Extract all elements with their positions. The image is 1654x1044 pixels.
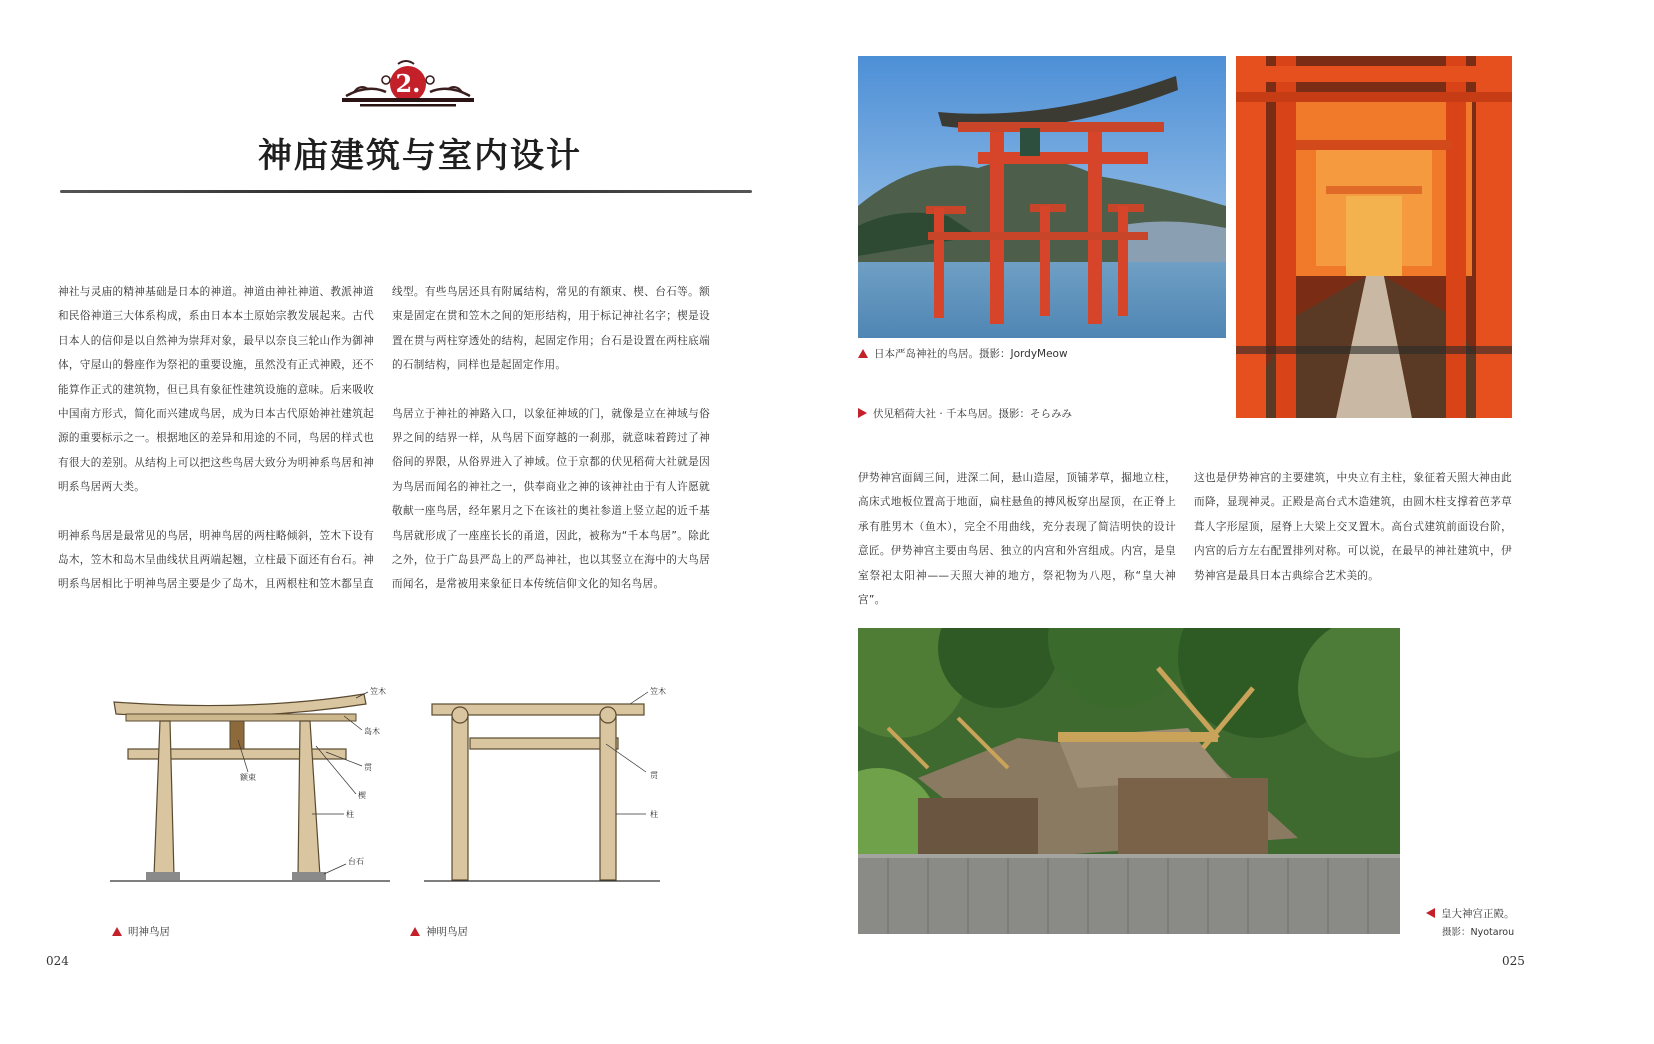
daiishi-stone bbox=[292, 872, 326, 880]
right-column-2 bbox=[1194, 466, 1512, 588]
caption-fushimi: 伏见稻荷大社 · 千本鸟居。摄影：そらみみ bbox=[858, 406, 1072, 421]
label-nuki: 贯 bbox=[650, 771, 658, 780]
page-title: 神庙建筑与室内设计 bbox=[258, 136, 582, 176]
daiishi-stone bbox=[146, 872, 180, 880]
label-nuki: 贯 bbox=[364, 763, 372, 772]
gakuzuka-plaque bbox=[230, 721, 244, 749]
photo-fushimi-inari bbox=[1236, 56, 1512, 418]
left-column-2 bbox=[392, 280, 710, 597]
red-triangle-icon bbox=[858, 408, 867, 418]
caption-myojin: 明神鸟居 bbox=[112, 924, 170, 939]
caption-ise-photographer: 摄影：Nyotarou bbox=[1442, 927, 1515, 938]
left-pillar bbox=[452, 714, 468, 880]
label-daiishi: 台石 bbox=[348, 857, 364, 866]
chapter-number: 2. bbox=[395, 69, 421, 98]
myojin-torii-diagram bbox=[100, 680, 400, 890]
page-number-right: 025 bbox=[1502, 954, 1525, 968]
label-kusabi: 楔 bbox=[358, 791, 366, 800]
chapter-badge bbox=[338, 58, 478, 116]
chapter-badge-emblem bbox=[338, 58, 478, 116]
red-triangle-icon bbox=[858, 349, 868, 358]
red-triangle-icon bbox=[1426, 908, 1435, 918]
right-column-1 bbox=[858, 466, 1176, 612]
body-paragraph: 明神系鸟居是最常见的鸟居，明神鸟居的两柱略倾斜，笠木下设有岛木，笠木和岛木呈曲线状且两端起翘，立柱最下面还有台石。神明系鸟居相比于明神鸟居主要是少了岛木，且两根柱和笠木都呈直 bbox=[58, 529, 374, 591]
photo-itsukushima-torii bbox=[858, 56, 1226, 338]
nuki-beam bbox=[470, 738, 618, 749]
label-hashira: 柱 bbox=[650, 810, 658, 819]
label-shimaki: 岛木 bbox=[364, 727, 380, 736]
label-kasagi: 笠木 bbox=[650, 687, 666, 696]
kasagi-beam bbox=[114, 694, 366, 716]
label-hashira: 柱 bbox=[346, 810, 354, 819]
left-pillar bbox=[154, 721, 174, 876]
red-triangle-icon bbox=[112, 927, 122, 936]
shinmei-torii-diagram bbox=[420, 680, 700, 890]
shimaki-beam bbox=[126, 714, 356, 721]
caption-shinmei: 神明鸟居 bbox=[410, 924, 468, 939]
red-triangle-icon bbox=[410, 927, 420, 936]
body-paragraph: 这也是伊势神宫的主要建筑，中央立有主柱，象征着天照大神由此而降，显现神灵。正殿是高台式木造建筑，由圆木柱支撑着芭茅草葺人字形屋顶，屋脊上大梁上交叉置木。高台式建筑前面设台阶，内宫的后方左右配置排列对称。可以说，在最早的神社建筑中，伊势神宫是最具日本古典综合艺术美的。 bbox=[1194, 472, 1512, 582]
label-gakuzuka: 额束 bbox=[240, 773, 256, 782]
body-paragraph: 鸟居立于神社的神路入口，以象征神域的门，就像是立在神域与俗界之间的结界一样，从鸟居下面穿越的一刹那，就意味着跨过了神俗间的界限，从俗界进入了神域。位于京都的伏见稻荷大社就是因为鸟居而闻名的神社之一，供奉商业之神的该神社由于有人许愿就敬献一座鸟居，经年累月之下在该社的奥社参道上竖立起的近千基鸟居就形成了一座座长长的甬道，因此，被称为“千本鸟居”。除此之外，位于广岛县严岛上的严岛神社，也以其竖立在海中的大鸟居而闻名，是常被用来象征日本传统信仰文化的知名鸟居。 bbox=[392, 407, 710, 591]
left-column-1 bbox=[58, 280, 374, 597]
right-pillar bbox=[298, 721, 320, 876]
body-paragraph: 神社与灵庙的精神基础是日本的神道。神道由神社神道、教派神道和民俗神道三大体系构成，系由日本本土原始宗教发展起来。古代日本人的信仰是以自然神为崇拜对象，最早以奈良三轮山作为御神体，守屋山的磐座作为祭祀的重要设施，虽然没有正式神殿，还不能算作正式的建筑物，但已具有象征性建筑设施的意味。后来吸收中国南方形式，简化而兴建成鸟居，成为日本古代原始神社建筑起源的重要标示之一。根据地区的差异和用途的不同，鸟居的样式也有很大的差别。从结构上可以把这些鸟居大致分为明神系鸟居和神明系鸟居两大类。 bbox=[58, 286, 374, 494]
body-paragraph: 伊势神宫面阔三间，进深二间，悬山造屋，顶铺茅草，掘地立柱，高床式地板位置高于地面，扁柱悬鱼的搏风板穿出屋顶，在正脊上承有胜男木（鱼木），完全不用曲线，充分表现了简洁明快的设计意匠。伊势神宫主要由鸟居、独立的内宫和外宫组成。内宫，是皇室祭祀太阳神——天照大神的地方，祭祀物为八咫，称“皇大神宫”。 bbox=[858, 472, 1176, 607]
title-divider bbox=[60, 190, 752, 193]
caption-ise: 皇大神宫正殿。 bbox=[1426, 906, 1515, 921]
right-pillar bbox=[600, 714, 616, 880]
caption-itsukushima: 日本严岛神社的鸟居。摄影：JordyMeow bbox=[858, 346, 1068, 361]
label-kasagi: 笠木 bbox=[370, 687, 386, 696]
photo-ise-shrine bbox=[858, 628, 1400, 934]
page-number-left: 024 bbox=[46, 954, 69, 968]
body-paragraph: 线型。有些鸟居还具有附属结构，常见的有额束、楔、台石等。额束是固定在贯和笠木之间的矩形结构，用于标记神社名字；楔是设置在贯与两柱穿透处的结构，起固定作用；台石是设置在两柱底端的石制结构，同样也是起固定作用。 bbox=[392, 286, 710, 372]
